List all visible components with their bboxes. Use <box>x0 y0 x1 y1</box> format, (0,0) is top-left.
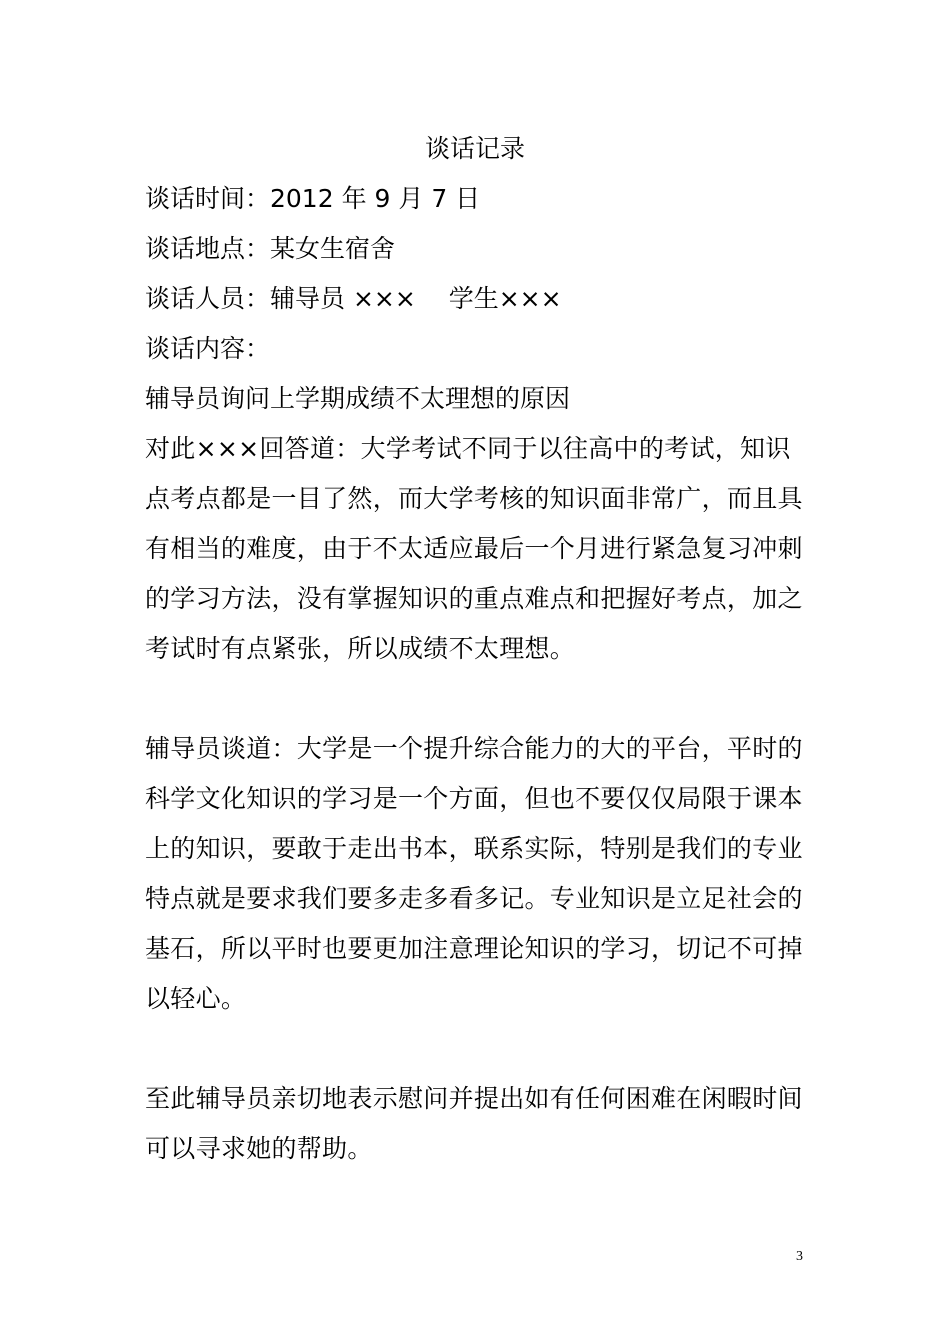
closing-paragraph: 至此辅导员亲切地表示慰问并提出如有任何困难在闲暇时间可以寻求她的帮助。 <box>145 1084 803 1163</box>
talk-place: 谈话地点：某女生宿舍 <box>145 234 396 263</box>
student-answer-paragraph: 对此×××回答道：大学考试不同于以往高中的考试，知识点考点都是一目了然，而大学考核的知识面非常广，而且具有相当的难度，由于不太适应最后一个月进行紧急复习冲刺的学习方法，没有掌握知识的重点难点和把握好考点，加之考试时有点紧张，所以成绩不太理想。 <box>145 434 803 663</box>
talk-time: 谈话时间：2012 年 9 月 7 日 <box>145 184 481 213</box>
document-title: 谈话记录 <box>424 134 525 163</box>
talk-content-label: 谈话内容： <box>145 334 271 363</box>
talk-topic: 辅导员询问上学期成绩不太理想的原因 <box>145 384 571 413</box>
counselor-reply-paragraph: 辅导员谈道：大学是一个提升综合能力的大的平台，平时的科学文化知识的学习是一个方面，但也不要仅仅局限于课本上的知识，要敢于走出书本，联系实际，特别是我们的专业特点就是要求我们要多走多看多记。专业知识是立足社会的基石，所以平时也要更加注意理论知识的学习，切记不可掉以轻心。 <box>145 734 803 1013</box>
talk-people: 谈话人员：辅导员 ××× 学生××× <box>145 284 562 313</box>
page-number: 3 <box>796 1249 803 1264</box>
